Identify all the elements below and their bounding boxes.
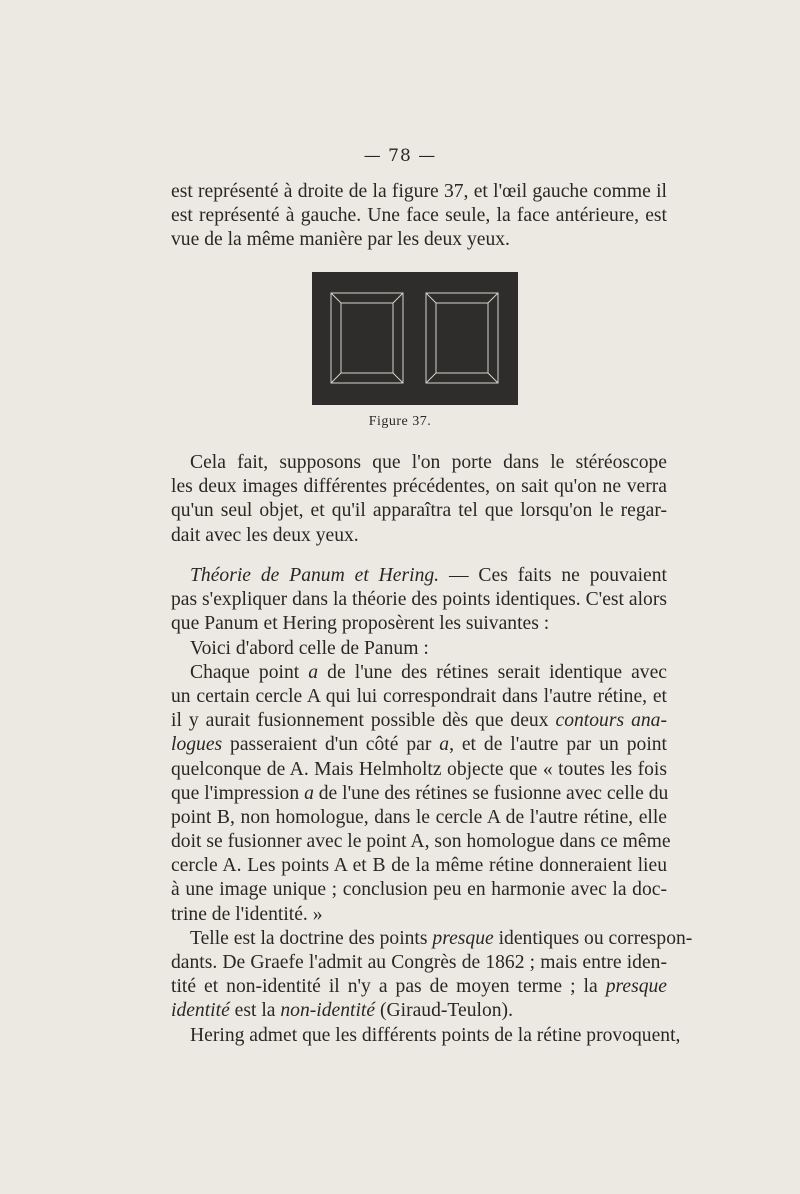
text-line: Hering admet que les différents points de la rétine provoquent, [190,1024,681,1046]
text-line: il y aurait fusionnement possible dès que deux contours ana- [171,710,667,732]
text-line: que Panum et Hering proposèrent les suivantes : [171,613,550,635]
text-line: vue de la même manière par les deux yeux. [171,229,510,251]
text-line: doit se fusionner avec le point A, son homologue dans ce même [171,831,671,853]
text-line: Chaque point a de l'une des rétines serait identique avec [190,661,667,683]
text-line: Telle est la doctrine des points presque identiques ou correspon- [190,927,693,949]
text-line: tité et non-identité il n'y a pas de moyen terme ; la presque [171,976,667,998]
text-line: que l'impression a de l'une des rétines se fusionne avec celle du [171,782,669,804]
text-line: les deux images différentes précédentes, on sait qu'on ne verra [171,476,667,498]
text-line: Théorie de Panum et Hering. — Ces faits ne pouvaient [190,565,667,586]
text-line: point B, non homologue, dans le cercle A de l'autre rétine, elle [171,806,667,828]
text-line: est représenté à droite de la figure 37, et l'œil gauche comme il [171,181,667,202]
stereoscopic-cube-pair-icon [312,272,518,405]
text-line: à une image unique ; conclusion peu en harmonie avec la doc- [171,879,667,901]
text-line: dait avec les deux yeux. [171,524,359,546]
text-line: un certain cercle A qui lui correspondrait dans l'autre rétine, et [171,685,667,707]
text-line: dants. De Graefe l'admit au Congrès de 1862 ; mais entre iden- [171,952,667,973]
text-line: trine de l'identité. » [171,903,323,925]
text-line: quelconque de A. Mais Helmholtz objecte que « toutes les fois [171,758,667,780]
text-line: Cela fait, supposons que l'on porte dans le stéréoscope [190,452,667,473]
text-line: pas s'expliquer dans la théorie des points identiques. C'est alors [171,589,667,611]
figure-caption: Figure 37. [368,414,432,429]
text-line: est représenté à gauche. Une face seule, la face antérieure, est [171,205,667,227]
text-line: qu'un seul objet, et qu'il apparaîtra tel que lorsqu'on le regar- [171,500,667,522]
paragraph-stereoscope [171,451,667,548]
paragraph-intro [171,180,667,253]
text-line: Voici d'abord celle de Panum : [190,637,429,659]
section-panum-hering [171,564,693,1048]
section-heading: Théorie de Panum et Hering. [190,565,440,586]
text-line: cercle A. Les points A et B de la même rétine donneraient lieu [171,855,667,877]
text-line: logues passeraient d'un côté par a, et de l'autre par un point [171,734,668,756]
page-number: — 78 — [363,146,437,166]
text-line: identité est la non-identité (Giraud-Teulon). [171,1000,513,1022]
figure-37-image [312,272,518,405]
